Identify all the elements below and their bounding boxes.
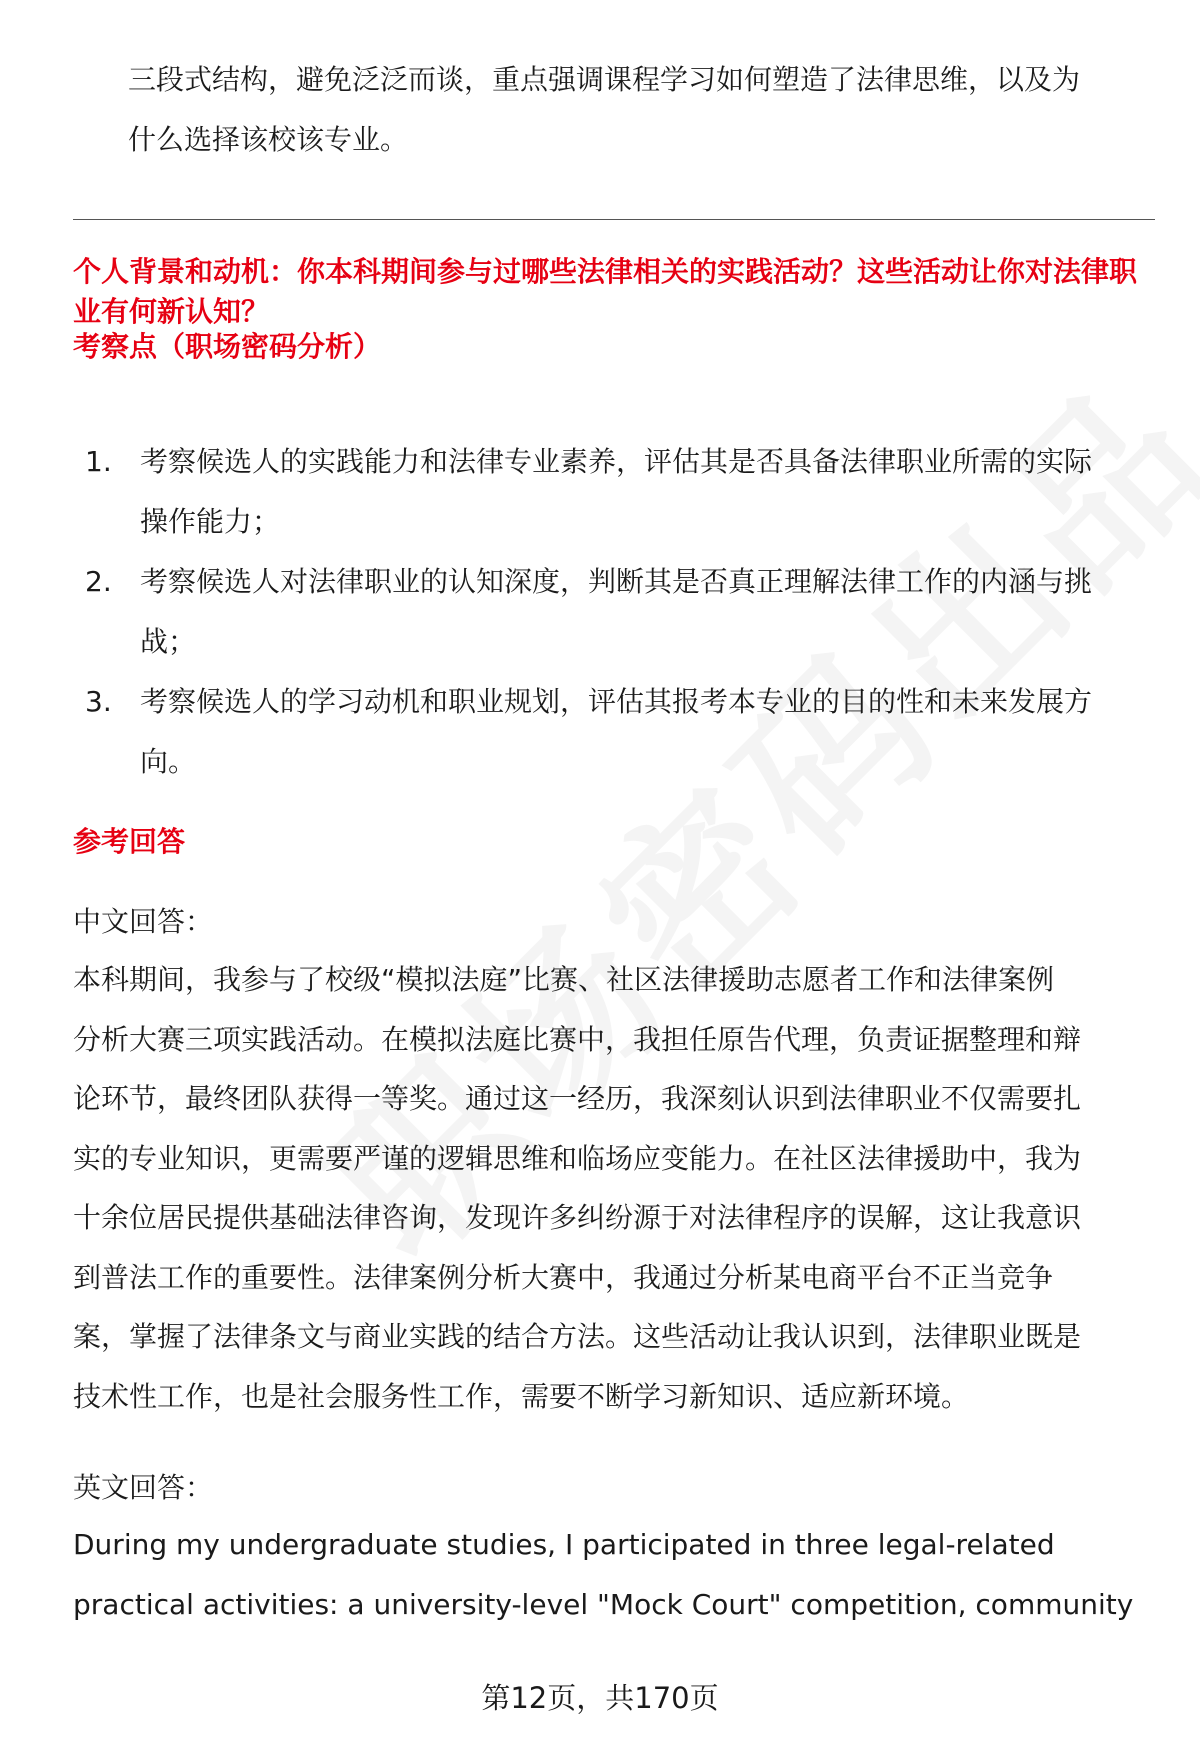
focus-heading: 考察点（职场密码分析） [73,330,382,363]
continuation-line: 什么选择该校该专业。 [128,123,409,156]
question-heading: 个人背景和动机：你本科期间参与过哪些法律相关的实践活动？这些活动让你对法律职业有何新认知？ [73,255,1138,328]
chinese-answer-label: 中文回答： [73,905,214,938]
list-number: 1. [85,445,112,478]
list-text: 考察候选人的实践能力和法律专业素养，评估其是否具备法律职业所需的实际 操作能力； [140,445,1093,538]
paragraph-line: 论环节，最终团队获得一等奖。通过这一经历，我深刻认识到法律职业不仅需要扎 [73,1082,1082,1115]
paragraph-line: 案，掌握了法律条文与商业实践的结合方法。这些活动让我认识到，法律职业既是 [73,1320,1082,1353]
list-item [73,432,1155,552]
paragraph-line: 分析大赛三项实践活动。在模拟法庭比赛中，我担任原告代理，负责证据整理和辩 [73,1022,1082,1056]
paragraph-line: practical activities: a university-level "Mock Court" competition, community [73,1587,1134,1621]
paragraph-line: 技术性工作，也是社会服务性工作，需要不断学习新知识、适应新环境。 [73,1379,970,1413]
continuation-line: 三段式结构，避免泛泛而谈，重点强调课程学习如何塑造了法律思维，以及为 [128,63,1081,96]
focus-points-list [73,432,1155,792]
list-text: 考察候选人的学习动机和职业规划，评估其报考本专业的目的性和未来发展方 向。 [140,685,1093,778]
english-answer-paragraph [73,1515,1155,1634]
english-answer-label: 英文回答： [73,1471,214,1504]
paragraph-line: During my undergraduate studies, I participated in three legal-related [73,1528,1055,1561]
list-number: 2. [85,565,112,598]
answer-heading: 参考回答 [73,825,186,858]
list-item [73,672,1155,792]
continuation-paragraph [128,50,1148,170]
section-divider [73,219,1155,220]
list-number: 3. [85,685,112,718]
chinese-answer-paragraph [73,950,1155,1426]
list-text: 考察候选人对法律职业的认知深度，判断其是否真正理解法律工作的内涵与挑 战； [140,565,1093,658]
paragraph-line: 十余位居民提供基础法律咨询，发现许多纠纷源于对法律程序的误解，这让我意识 [73,1201,1082,1234]
paragraph-line: 本科期间，我参与了校级“模拟法庭”比赛、社区法律援助志愿者工作和法律案例 [73,963,1055,996]
paragraph-line: 到普法工作的重要性。法律案例分析大赛中，我通过分析某电商平台不正当竞争 [73,1260,1054,1294]
page-footer: 第12页，共170页 [481,1681,719,1715]
list-item [73,552,1155,672]
paragraph-line: 实的专业知识，更需要严谨的逻辑思维和临场应变能力。在社区法律援助中，我为 [73,1141,1082,1175]
